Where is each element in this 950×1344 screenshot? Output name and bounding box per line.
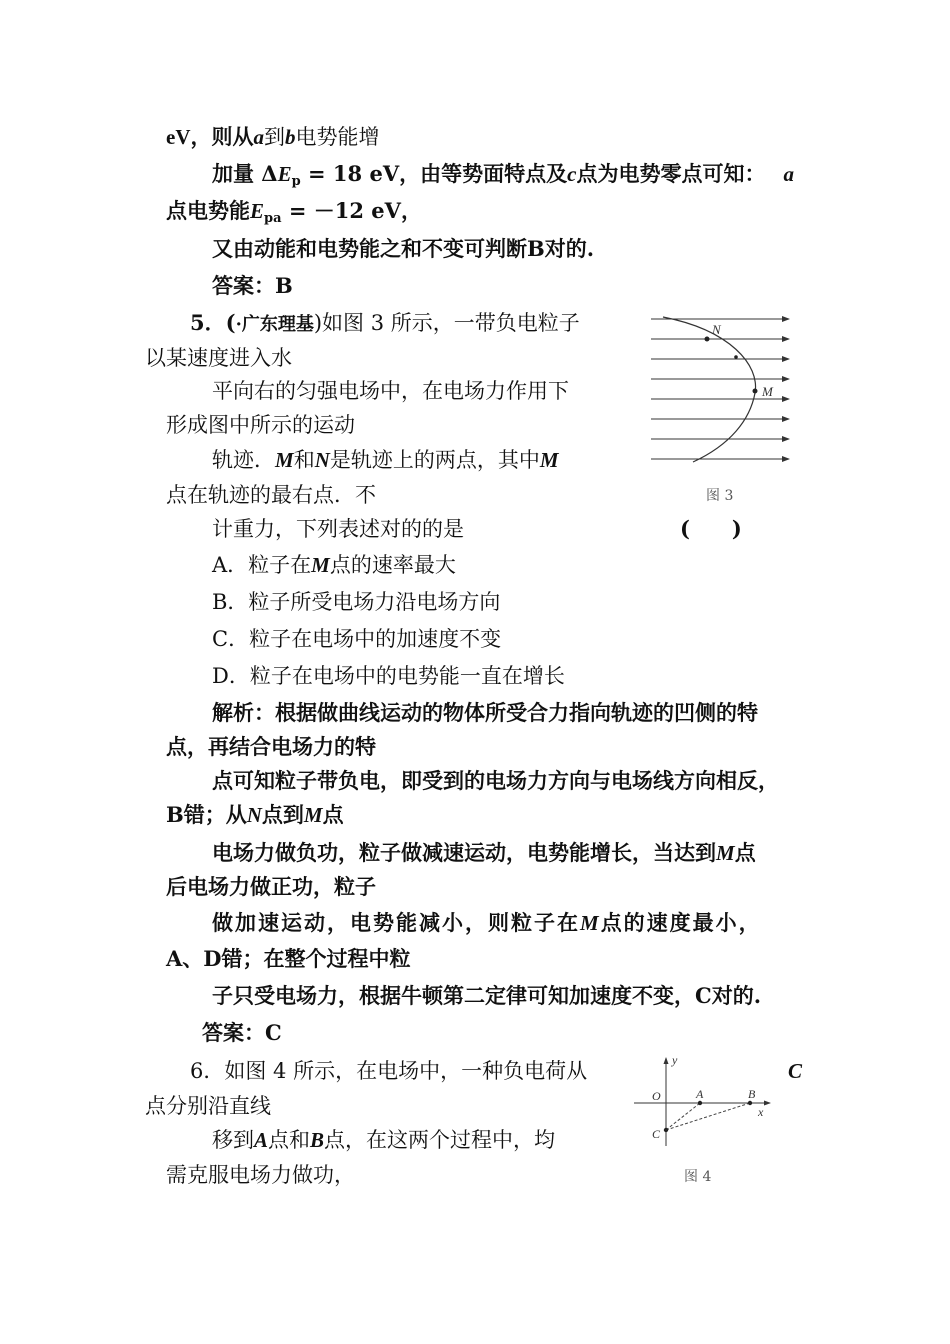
text: eV，则从 [166,125,254,149]
text-line: 又由动能和电势能之和不变可判断B对的. [212,236,595,261]
text: B错；从 [166,802,247,827]
text-line [166,124,380,150]
text-line: 以某速度进入水 [145,346,292,370]
analysis-line: 后电场力做正功，粒子 [166,874,376,899]
text: 是轨迹上的两点，其中 [329,448,540,472]
var: N [246,803,262,827]
figure-3-caption: 图 3 [706,488,734,504]
var: M [303,803,323,827]
answer-bracket: ( ) [680,516,742,541]
segment-ca [666,1103,700,1130]
analysis-label: 解析： [212,700,275,725]
var: E [250,199,265,223]
text: 点到 [261,802,304,827]
var: a [253,125,264,149]
label-n: N [712,322,721,337]
var: M [716,841,735,865]
text: 电势能增 [295,125,380,149]
option-c: C．粒子在电场中的加速度不变 [212,627,502,651]
var: C [788,1059,803,1083]
text: 做加速运动，电势能减小，则粒子在 [212,910,580,935]
text: 点，在这两个过程中，均 [324,1128,556,1152]
text: 点为电势零点可知： [576,161,766,186]
var: M [311,553,330,577]
figure-4-diagram [630,1050,780,1150]
label-m: M [762,384,773,399]
analysis-line [212,840,756,866]
text-line: 平向右的匀强电场中，在电场力作用下 [212,379,569,403]
label-y: y [672,1053,678,1067]
point-b [748,1101,752,1105]
var: c [567,162,577,186]
var: M [539,448,559,472]
text-line: 点分别沿直线 [145,1094,271,1118]
c-label [788,1058,802,1084]
label-a: A [696,1087,704,1101]
answer-value: B [275,273,293,298]
text: 点 [322,802,344,827]
analysis-line [212,910,762,936]
figure-4-caption: 图 4 [684,1169,712,1185]
analysis-line [166,802,344,828]
text: 点和 [268,1128,311,1152]
text: = 18 eV，由等势面特点及 [300,161,568,186]
text-line: 点在轨迹的最右点．不 [166,483,376,507]
text: 和 [293,448,315,472]
answer-label: 答案： [202,1020,265,1045]
analysis-line: A、D错；在整个过程中粒 [166,946,411,971]
subscript: p [291,174,301,189]
analysis-line: 子只受电场力，根据牛顿第二定律可知加速度不变，C对的. [212,983,762,1008]
text-line [212,447,559,473]
question-6-line: 6．如图 4 所示，在电场中，一种负电荷从 [190,1059,588,1083]
text: )如图 3 所示，一带负电粒子 [313,311,580,335]
point-n [705,337,710,342]
label-c: C [652,1127,661,1141]
analysis-line: 点可知粒子带负电，即受到的电场力方向与电场线方向相反， [212,768,779,793]
point-c [664,1128,668,1132]
answer-label: 答案： [212,273,275,298]
option-b: B．粒子所受电场力沿电场方向 [212,590,501,614]
text: = －12 eV， [281,198,422,223]
answer-line [202,1020,282,1046]
text: 到 [264,125,285,149]
label-b: B [748,1087,756,1101]
text-line: 需克服电场力做功， [166,1163,355,1187]
option-a [212,552,456,578]
label-x: x [758,1105,764,1119]
var: A [254,1128,269,1152]
text-line: 形成图中所示的运动 [166,413,355,437]
text-line [166,198,422,232]
question-source: ·广东理基 [235,314,314,335]
analysis-line [212,700,758,726]
text: 加量 Δ [212,161,278,186]
text-line [212,1127,555,1153]
var: N [314,448,330,472]
var: a [783,162,794,186]
text: 根据做曲线运动的物体所受合力指向轨迹的凹侧的特 [275,700,758,725]
analysis-line: 点，再结合电场力的特 [166,734,376,759]
text: 轨迹． [212,448,275,472]
text: 点电势能 [166,198,250,223]
answer-value: C [265,1020,282,1045]
text: 电场力做负功，粒子做减速运动，电势能增长，当达到 [212,840,716,865]
question-5-line [190,310,580,338]
text: A．粒子在 [212,553,312,577]
var: M [275,448,294,472]
var: E [277,162,292,186]
text: 移到 [212,1128,254,1152]
var: b [285,125,296,149]
point-m [753,389,758,394]
question-number: 5．( [190,310,236,335]
figure-3-diagram [645,305,795,470]
segment-cb [666,1103,750,1130]
subscript: pa [264,211,282,226]
text: 点 [734,840,756,865]
text: 点的速率最大 [329,553,456,577]
point-a [698,1101,702,1105]
option-d: D．粒子在电场中的电势能一直在增长 [212,664,565,688]
label-o: O [652,1089,661,1103]
text: 点的速度最小， [600,910,762,935]
var: M [580,911,601,935]
answer-line [212,273,293,299]
text-line: 计重力，下列表述对的的是 [212,517,464,541]
var: B [310,1128,325,1152]
text-line [212,161,794,195]
